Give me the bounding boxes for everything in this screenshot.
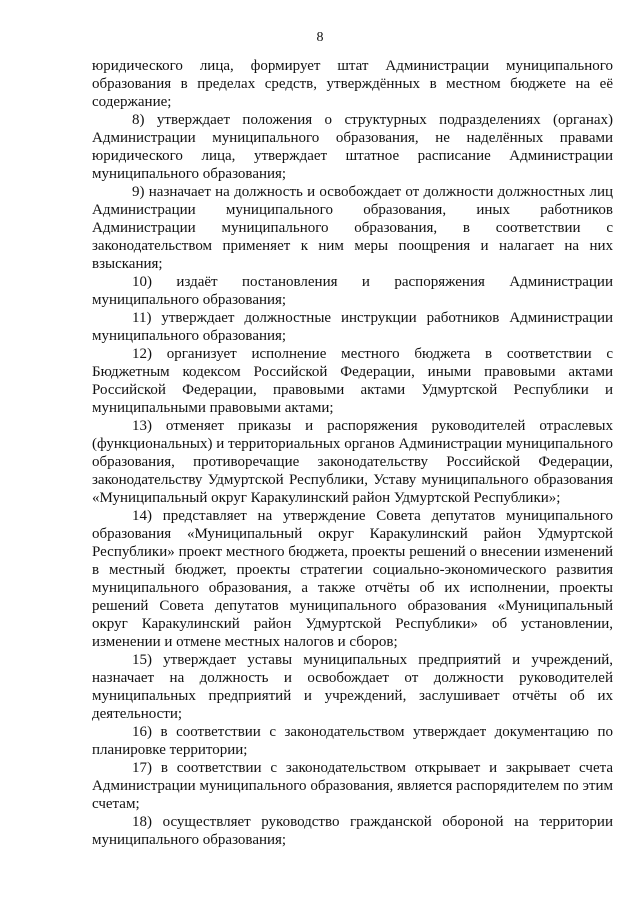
paragraph-item-9: 9) назначает на должность и освобождает от должности должностных лиц Администрации муниципального образования, иных работников Администрации муниципального образования, в соответствии с законодательством применяет к ним меры поощрения и налагает на них взыскания;: [92, 184, 613, 272]
paragraph-item-11: 11) утверждает должностные инструкции работников Администрации муниципального образования;: [92, 310, 613, 344]
paragraph-item-16: 16) в соответствии с законодательством утверждает документацию по планировке территории;: [92, 724, 613, 758]
paragraph-item-17: 17) в соответствии с законодательством открывает и закрывает счета Администрации муниципального образования, является распорядителем по этим счетам;: [92, 760, 613, 812]
paragraph-item-10: 10) издаёт постановления и распоряжения Администрации муниципального образования;: [92, 274, 613, 308]
paragraph-item-8: 8) утверждает положения о структурных подразделениях (органах) Администрации муниципального образования, не наделённых правами юридического лица, утверждает штатное расписание Администрации муниципального образования;: [92, 112, 613, 182]
paragraph-item-14: 14) представляет на утверждение Совета депутатов муниципального образования «Муниципальный округ Каракулинский район Удмуртской Республики» проект местного бюджета, проекты решений о внесении изменений в местный бюджет, проекты стратегии социально-экономического развития муниципального образования, а также отчёты об их исполнении, проекты решений Совета депутатов муниципального образования «Муниципальный округ Каракулинский район Удмуртской Республики» об установлении, изменении и отмене местных налогов и сборов;: [92, 508, 613, 650]
page-number: 8: [316, 30, 324, 45]
paragraph-item-18: 18) осуществляет руководство гражданской обороной на территории муниципального образования;: [92, 814, 613, 848]
document-body: [92, 57, 613, 849]
paragraph-item-12: 12) организует исполнение местного бюджета в соответствии с Бюджетным кодексом Российской Федерации, иными правовыми актами Российской Федерации, правовыми актами Удмуртской Республики и муниципальными правовыми актами;: [92, 346, 613, 416]
paragraph-continuation: юридического лица, формирует штат Администрации муниципального образования в пределах средств, утверждённых в местном бюджете на её содержание;: [92, 58, 613, 110]
paragraph-item-15: 15) утверждает уставы муниципальных предприятий и учреждений, назначает на должность и освобождает от должности руководителей муниципальных предприятий и учреждений, заслушивает отчёты об их деятельности;: [92, 652, 613, 722]
paragraph-item-13: 13) отменяет приказы и распоряжения руководителей отраслевых (функциональных) и территориальных органов Администрации муниципального образования, противоречащие законодательству Российской Федерации, законодательству Удмуртской Республики, Уставу муниципального образования «Муниципальный округ Каракулинский район Удмуртской Республики»;: [92, 418, 613, 506]
